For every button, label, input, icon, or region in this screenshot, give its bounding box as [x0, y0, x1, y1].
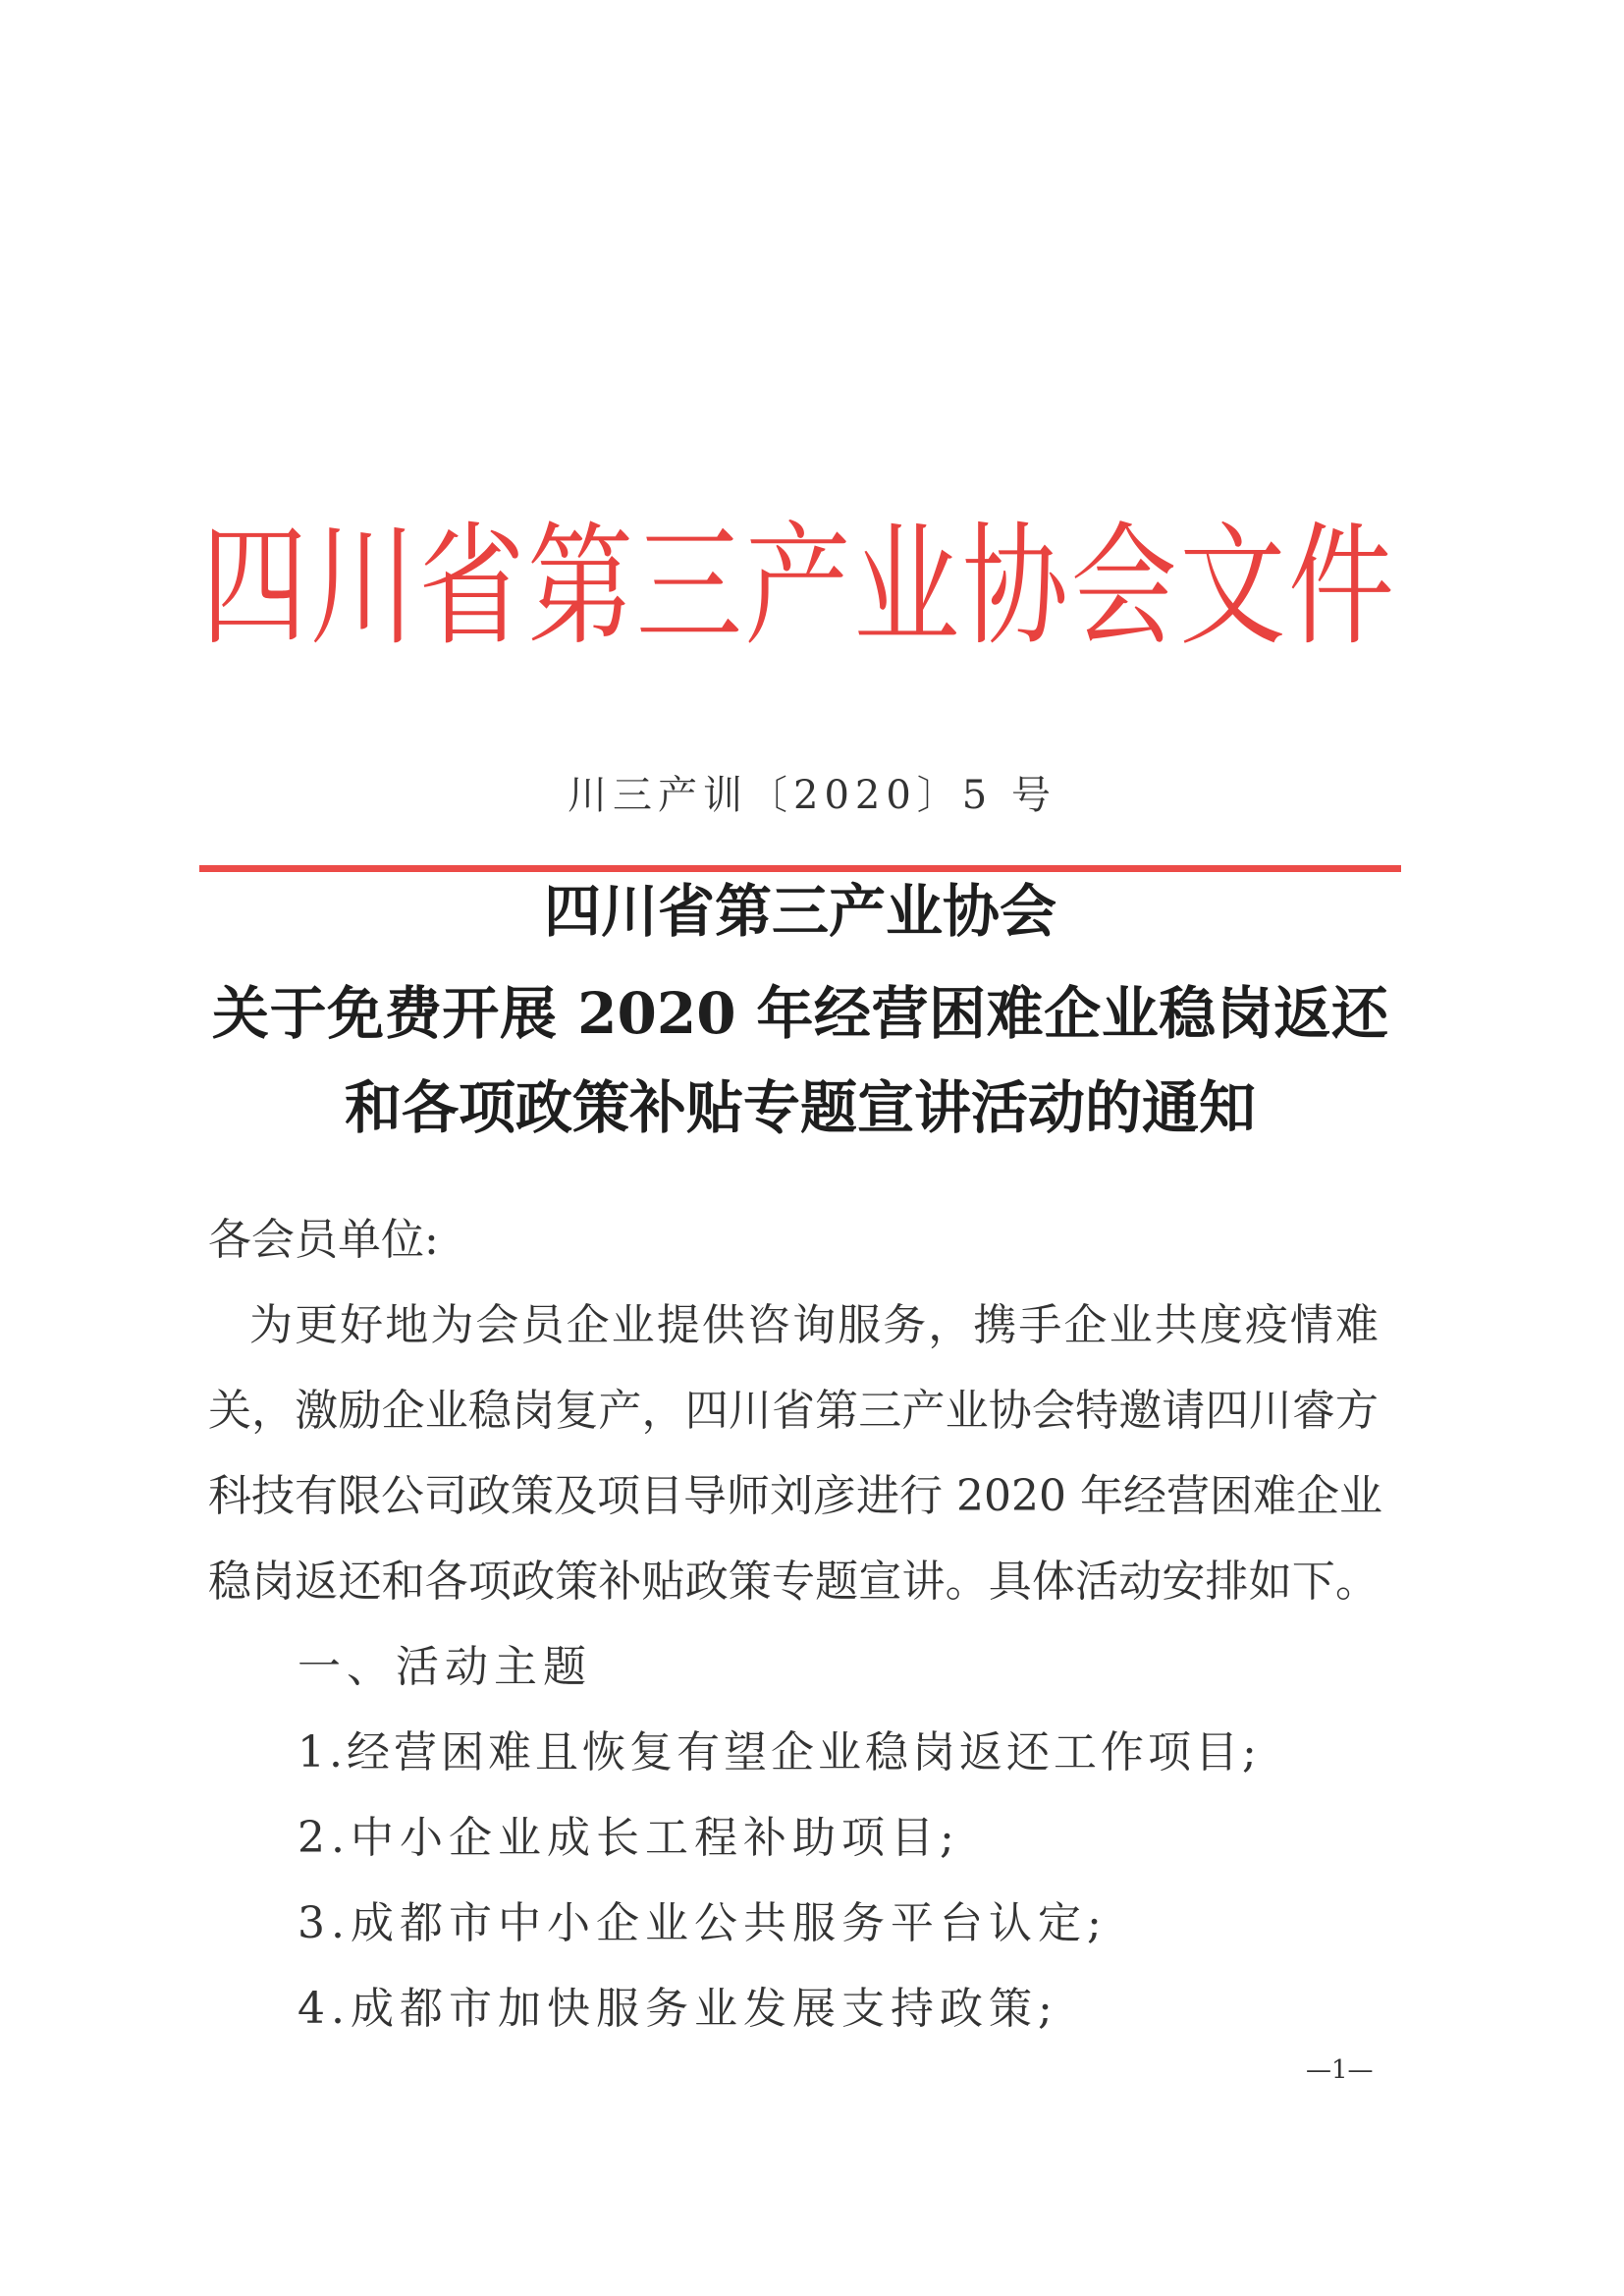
title-line-3: 和各项政策补贴专题宣讲活动的通知	[344, 1074, 1256, 1141]
issuing-org-header: 四川省第三产业协会文件	[201, 511, 1394, 665]
title-line-2: 关于免费开展 2020 年经营困难企业稳岗返还	[212, 980, 1388, 1047]
document-number: 川三产训〔2020〕5 号	[568, 773, 1056, 818]
paragraph-line: 稳岗返还和各项政策补贴政策专题宣讲。具体活动安排如下。	[208, 1557, 1379, 1607]
page-number: —1—	[1306, 2055, 1374, 2085]
paragraph-line: 关，激励企业稳岗复产，四川省第三产业协会特邀请四川睿方	[208, 1386, 1379, 1436]
section-heading: 一、活动主题	[298, 1642, 592, 1692]
paragraph-line: 为更好地为会员企业提供咨询服务，携手企业共度疫情难	[249, 1300, 1379, 1350]
red-divider	[199, 865, 1401, 872]
title-line-1: 四川省第三产业协会	[543, 878, 1056, 945]
list-item: 2.中小企业成长工程补助项目;	[298, 1813, 960, 1863]
paragraph-line: 科技有限公司政策及项目导师刘彦进行 2020 年经营困难企业	[208, 1471, 1382, 1521]
list-item: 1.经营困难且恢复有望企业稳岗返还工作项目;	[298, 1727, 1261, 1777]
salutation: 各会员单位:	[208, 1215, 439, 1265]
list-item: 4.成都市加快服务业发展支持政策;	[298, 1984, 1058, 2034]
list-item: 3.成都市中小企业公共服务平台认定;	[298, 1898, 1108, 1948]
